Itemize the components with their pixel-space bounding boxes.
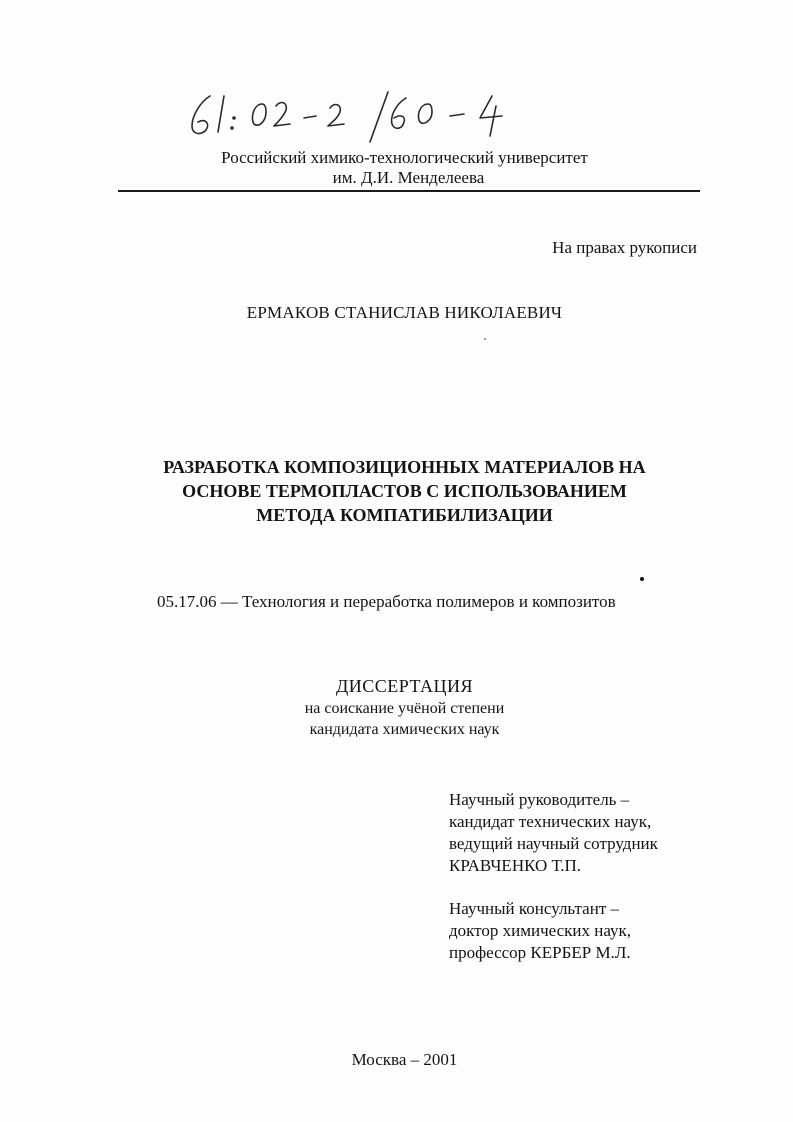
supervisor-position: ведущий научный сотрудник <box>449 834 658 853</box>
rights-notice: На правах рукописи <box>552 238 697 257</box>
dissertation-title-line-1: РАЗРАБОТКА КОМПОЗИЦИОННЫХ МАТЕРИАЛОВ НА <box>163 457 646 477</box>
dissertation-title-line-2: ОСНОВЕ ТЕРМОПЛАСТОВ С ИСПОЛЬЗОВАНИЕМ <box>182 481 627 501</box>
supervisor-degree: кандидат технических наук, <box>449 812 652 831</box>
specialty-code: 05.17.06 — Технология и переработка полимеров и композитов <box>157 592 616 611</box>
consultant-name: профессор КЕРБЕР М.Л. <box>449 943 631 962</box>
scan-speck <box>484 338 486 340</box>
consultant-degree: доктор химических наук, <box>449 921 632 940</box>
supervisor-name: КРАВЧЕНКО Т.П. <box>449 856 581 875</box>
consultant-role: Научный консультант – <box>449 899 619 918</box>
scan-dot <box>640 577 644 581</box>
institution-name: Российский химико-технологический университет <box>221 148 588 167</box>
dissertation-title-line-3: МЕТОДА КОМПАТИБИЛИЗАЦИИ <box>256 505 553 525</box>
svg-text:61: 02-2/60-4: 61: 02-2/60-4 <box>180 82 186 83</box>
degree-line-2: кандидата химических наук <box>309 721 500 738</box>
degree-line-1: на соискание учёной степени <box>304 700 505 717</box>
city-year: Москва – 2001 <box>351 1050 458 1069</box>
header-divider <box>118 190 700 192</box>
institution-namesake: им. Д.И. Менделеева <box>332 168 485 187</box>
handwritten-catalog-number <box>180 82 540 152</box>
dissertation-heading: ДИССЕРТАЦИЯ <box>335 676 474 696</box>
supervisor-role: Научный руководитель – <box>449 790 630 809</box>
author-name: ЕРМАКОВ СТАНИСЛАВ НИКОЛАЕВИЧ <box>246 303 563 322</box>
